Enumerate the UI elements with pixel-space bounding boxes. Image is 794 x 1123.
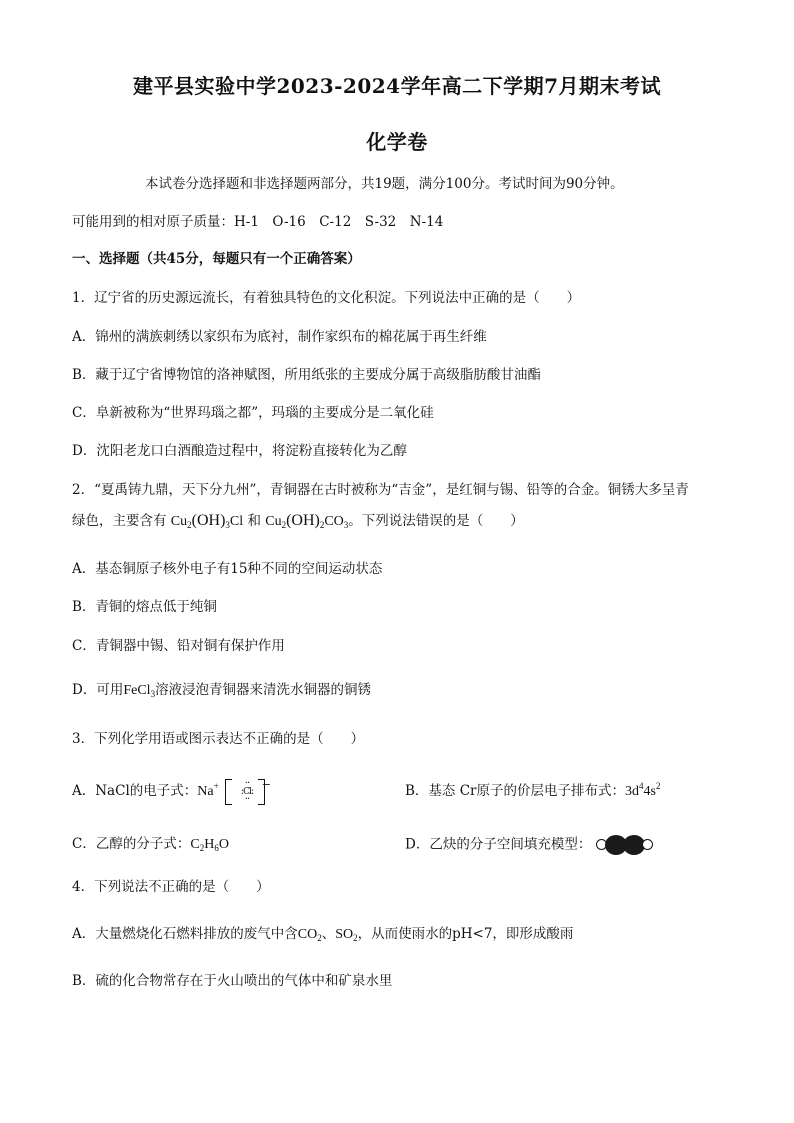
q2-stem-line2 (72, 511, 524, 535)
exam-title: 建平县实验中学2023-2024学年高二下学期7月期末考试 (132, 74, 662, 98)
formula-carbon-dioxide (298, 927, 322, 942)
q2-stem-line1: 2．“夏禹铸九鼎，天下分九州”，青铜器在古时被称为“吉金”，是红铜与锡、铅等的合金。铜锈大多呈青 (72, 482, 689, 498)
hydrogen-atom (642, 839, 653, 850)
q4-stem: 4．下列说法不正确的是（ ） (72, 879, 270, 895)
q3-option-d (405, 834, 666, 856)
q2-option-d-text: 溶液浸泡青铜器来清洗水铜器的铜锈 (155, 682, 372, 698)
bracket-left (225, 779, 232, 805)
q4-option-a-text: ，从而使雨水的pH<7，即形成酸雨 (357, 926, 574, 942)
formula-element: O (218, 837, 229, 852)
formula-element: CO (297, 927, 318, 942)
formula-ethanol (190, 837, 229, 852)
q3-stem: 3．下列化学用语或图示表达不正确的是（ ） (72, 731, 365, 747)
q1-option-c: C．阜新被称为“世界玛瑙之都”，玛瑙的主要成分是二氧化硅 (72, 405, 434, 421)
formula-group: (OH) (191, 512, 226, 529)
orbital: 4s (643, 784, 656, 799)
q2-option-b: B．青铜的熔点低于纯铜 (72, 599, 217, 615)
formula-element: Na (197, 784, 214, 799)
q2-stem-text: 和 (247, 513, 261, 529)
acetylene-space-filling-model-icon (596, 834, 666, 856)
q1-option-b: B．藏于辽宁省博物馆的洛神赋图，所用纸张的主要成分属于高级脂肪酸甘油酯 (72, 367, 541, 383)
q3-option-d-text: D．乙炔的分子空间填充模型： (405, 836, 592, 853)
q1-stem: 1．辽宁省的历史源远流长，有着独具特色的文化积淀。下列说法中正确的是（ ） (72, 290, 581, 306)
q4-option-a-text: 、 (321, 926, 336, 942)
section-heading: 一、选择题（共45分，每题只有一个正确答案） (72, 251, 361, 267)
formula-element: Cu (265, 514, 282, 529)
formula-element: H (204, 837, 215, 852)
exam-note: 本试卷分选择题和非选择题两部分，共19题，满分100分。考试时间为90分钟。 (145, 176, 624, 192)
q2-stem-text: 。下列说法错误的是（ ） (348, 513, 524, 529)
q3-option-b-text: B．基态 Cr原子的价层电子排布式： (405, 783, 625, 799)
orbital: 3d (625, 784, 639, 799)
atomic-mass-line: 可能用到的相对原子质量：H-1 O-16 C-12 S-32 N-14 (72, 214, 444, 230)
formula-subscript: 2 (317, 933, 322, 943)
q3-option-c-text: C．乙醇的分子式： (72, 836, 191, 852)
subject-title: 化学卷 (366, 130, 428, 154)
orbital-count: 2 (655, 781, 661, 791)
formula-group: (OH) (286, 512, 320, 529)
formula-ferric-chloride (123, 683, 155, 698)
formula-element: FeCl (123, 683, 151, 698)
q1-option-d: D．沈阳老龙口白酒酿造过程中，将淀粉直接转化为乙醇 (72, 443, 407, 459)
formula-basic-copper-chloride (171, 514, 243, 529)
formula-subscript: 3 (343, 520, 349, 530)
formula-element: Cl (243, 786, 251, 797)
formula-subscript: 6 (214, 843, 219, 853)
formula-subscript: 2 (199, 843, 205, 853)
q2-option-c: C．青铜器中锡、铅对铜有保护作用 (72, 638, 285, 654)
q2-option-d (72, 680, 371, 704)
formula-element: C (190, 837, 200, 852)
formula-charge: + (213, 781, 219, 791)
formula-subscript: 3 (225, 520, 230, 530)
formula-element: CO (324, 514, 344, 529)
formula-sulfur-dioxide (335, 927, 357, 942)
q4-option-a-text: A．大量燃烧化石燃料排放的废气中含 (72, 926, 298, 942)
q1-option-a: A．锦州的满族刺绣以家织布为底衬，制作家织布的棉花属于再生纤维 (72, 329, 487, 345)
formula-element: Cl (229, 514, 244, 529)
formula-element: Cu (170, 514, 188, 529)
formula-subscript: 2 (281, 520, 287, 530)
q3-option-a-text: A．NaCl的电子式： (72, 783, 198, 799)
q2-stem-text: 绿色，主要含有 (72, 513, 167, 529)
orbital-count: 4 (639, 781, 644, 791)
formula-element: SO (335, 927, 354, 942)
formula-subscript: 3 (150, 689, 156, 699)
q4-option-b: B．硫的化合物常存在于火山喷出的气体中和矿泉水里 (72, 973, 393, 989)
formula-basic-copper-carbonate (265, 514, 348, 529)
formula-subscript: 2 (353, 933, 358, 943)
q2-option-a: A．基态铜原子核外电子有15种不同的空间运动状态 (72, 561, 383, 577)
formula-subscript: 2 (319, 520, 325, 530)
chloride-electron-dot-icon (223, 777, 271, 807)
chlorine-dots: ·· :Cl: ·· (240, 777, 254, 805)
q3-option-b (405, 776, 660, 802)
sodium-ion (197, 781, 219, 799)
q2-option-d-text: D．可用 (72, 682, 124, 698)
electron-configuration (625, 781, 661, 799)
formula-charge: − (261, 777, 271, 791)
formula-subscript: 2 (187, 520, 192, 530)
q3-option-a (72, 776, 271, 807)
q3-option-c (72, 834, 229, 858)
q4-option-a (72, 924, 573, 948)
